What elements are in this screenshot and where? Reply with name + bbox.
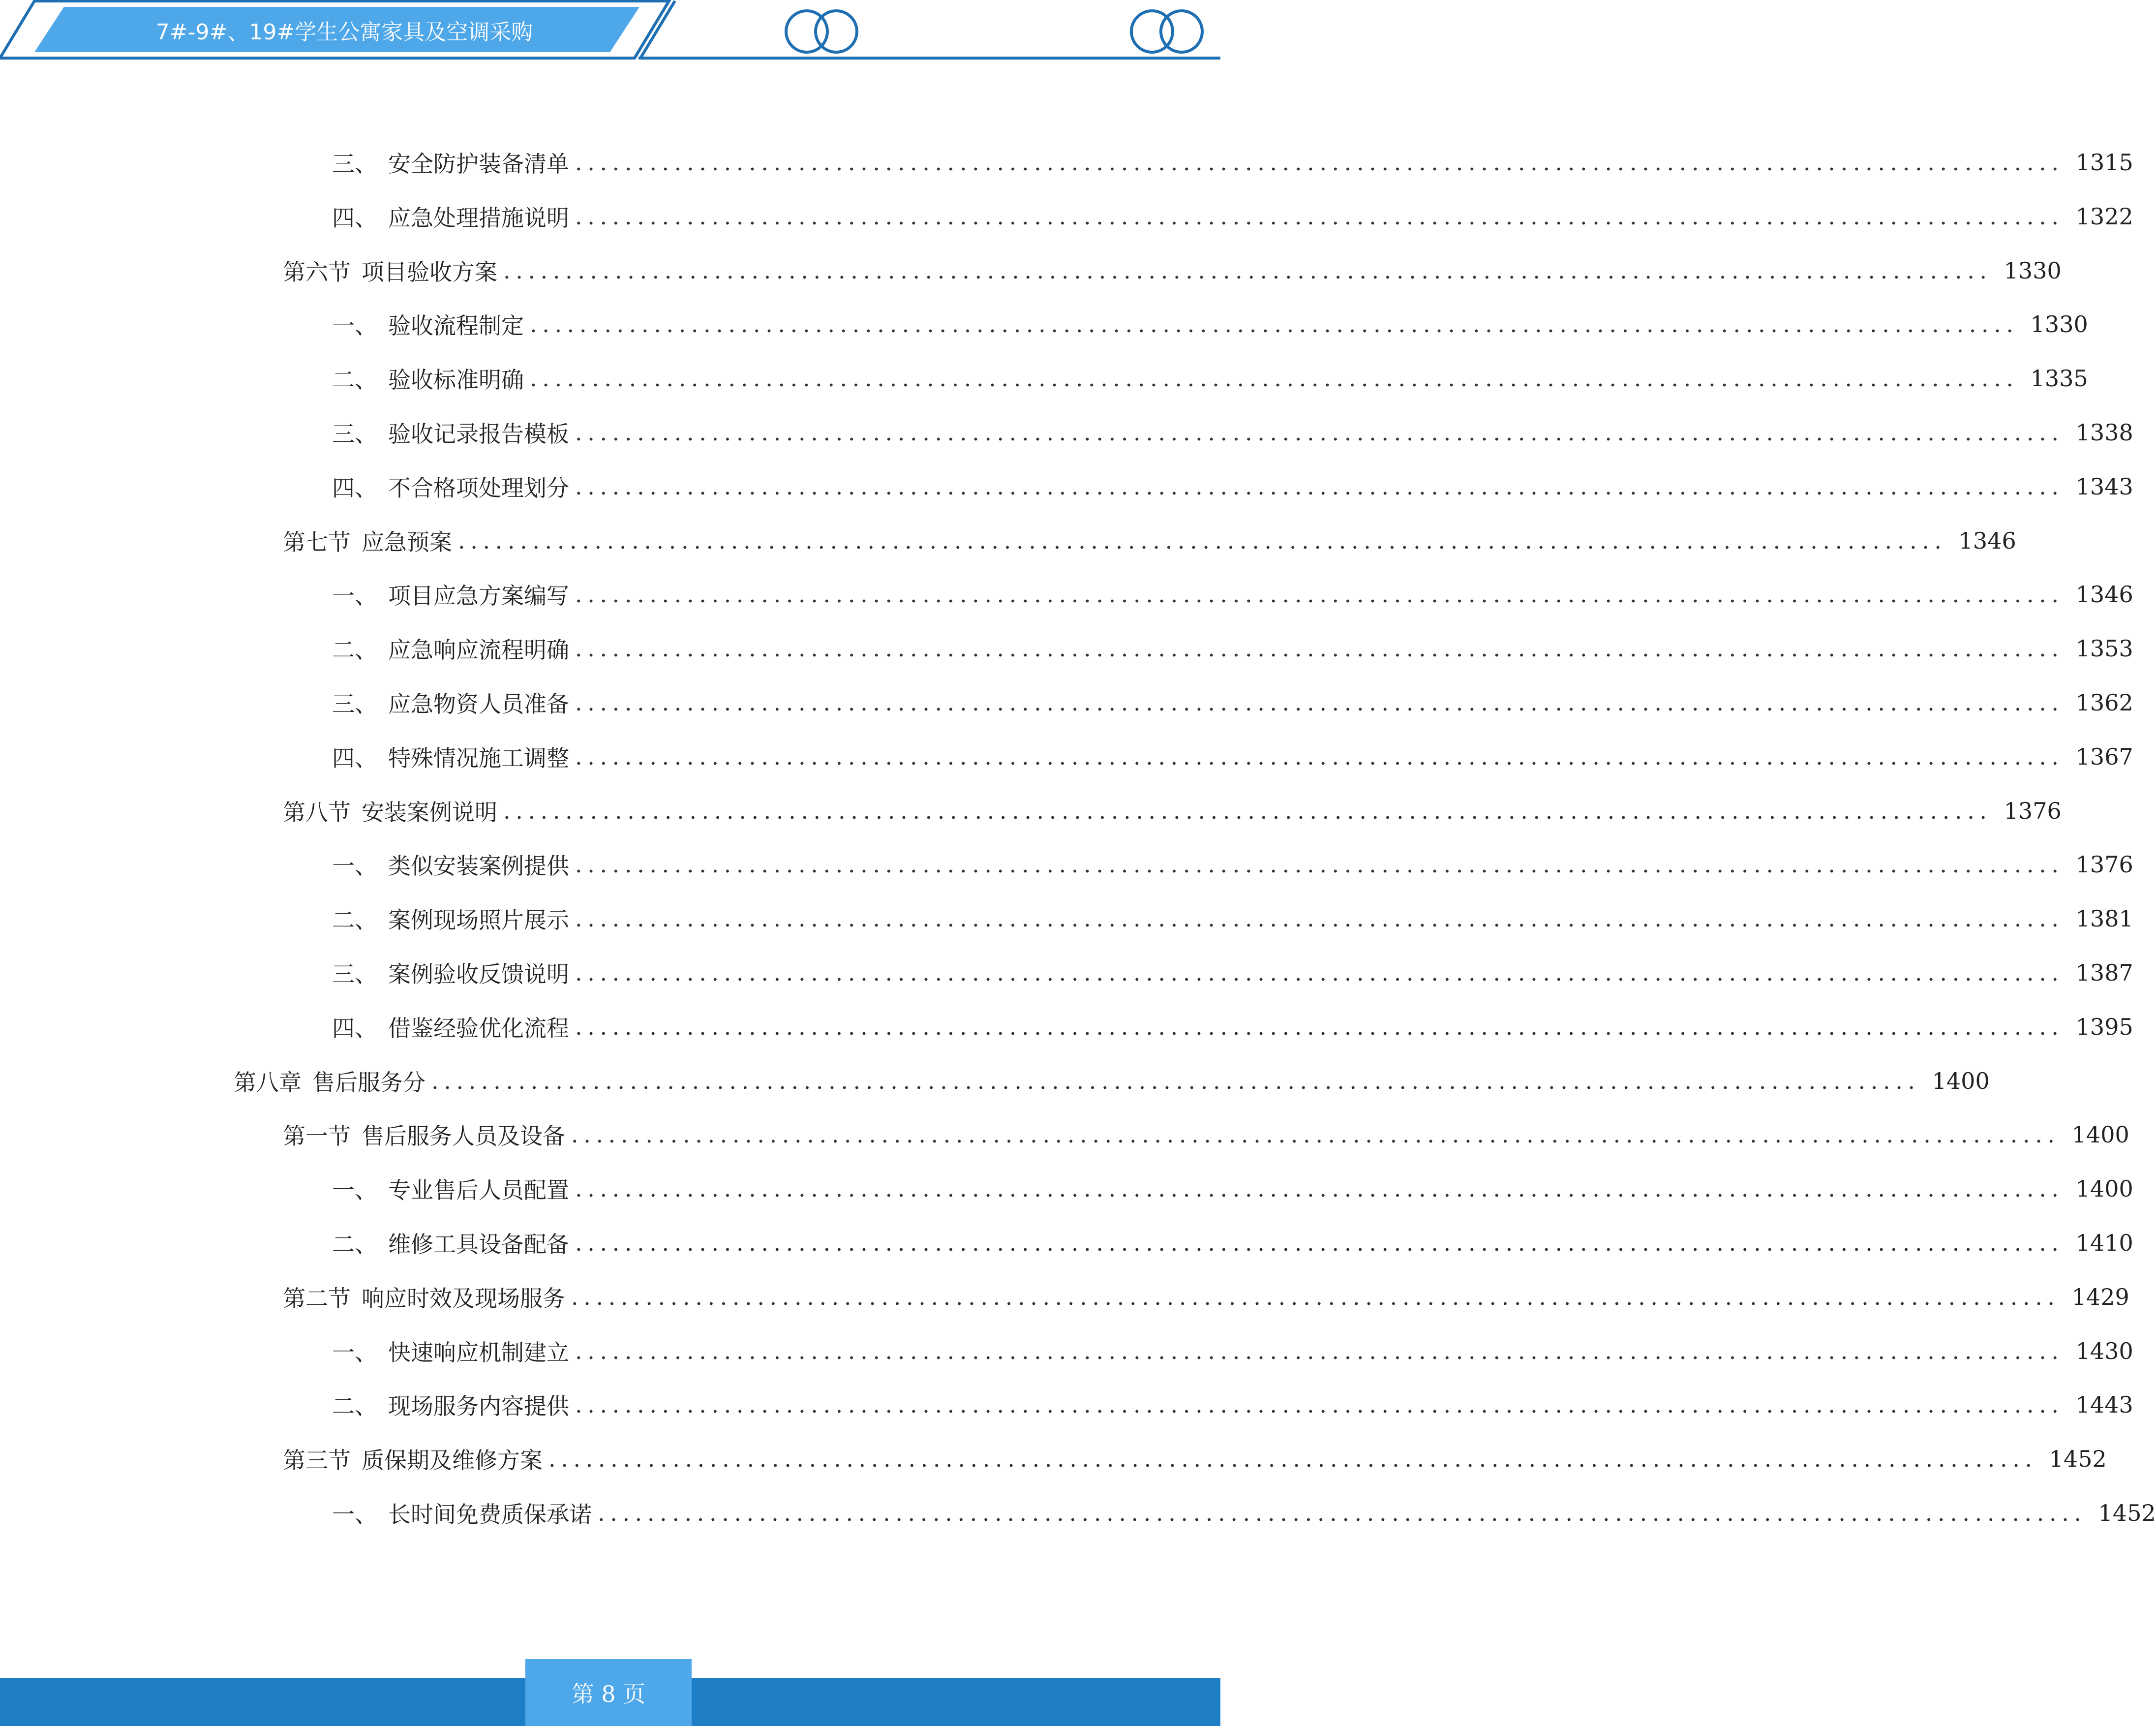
toc-entry[interactable]: [332, 1385, 2133, 1424]
toc-entry-title: 现场服务内容提供: [388, 1393, 569, 1420]
toc-dot-leader: ........................................................................................................................: [575, 473, 2064, 500]
toc-entry-page: 1362: [2075, 689, 2133, 716]
toc-entry[interactable]: [332, 683, 2133, 722]
toc-entry-title: 验收流程制定: [388, 312, 524, 339]
toc-entry-title: 质保期及维修方案: [362, 1447, 543, 1474]
toc-entry-page: 1315: [2075, 149, 2133, 176]
toc-entry-number: 第七节: [283, 528, 351, 555]
toc-entry-number: 一、: [332, 1501, 377, 1528]
double-ring-icon: [1131, 11, 1202, 52]
toc-entry-page: 1353: [2075, 635, 2133, 662]
toc-entry-title: 专业售后人员配置: [388, 1177, 569, 1204]
toc-entry-number: 第三节: [283, 1447, 351, 1474]
toc-entry-number: 三、: [332, 961, 377, 987]
toc-entry-title: 应急处理措施说明: [388, 204, 569, 231]
toc-entry-page: 1346: [2075, 581, 2133, 608]
toc-entry[interactable]: [283, 791, 2062, 831]
toc-dot-leader: ........................................................................................................................: [503, 797, 1992, 824]
toc-entry-number: 二、: [332, 367, 377, 394]
toc-entry-page: 1367: [2075, 743, 2133, 770]
toc-entry[interactable]: [332, 575, 2133, 614]
toc-dot-leader: ........................................................................................................................: [548, 1446, 2037, 1473]
page-number: 第 8 页: [525, 1659, 692, 1726]
toc-dot-leader: ........................................................................................................................: [575, 743, 2064, 770]
toc-entry-number: 四、: [332, 1015, 377, 1042]
toc-entry-title: 应急物资人员准备: [388, 691, 569, 717]
toc-entry-title: 安全防护装备清单: [388, 151, 569, 177]
toc-entry[interactable]: [332, 899, 2133, 938]
toc-dot-leader: ........................................................................................................................: [575, 1175, 2064, 1202]
toc-entry-title: 项目验收方案: [362, 258, 497, 285]
toc-entry-page: 1338: [2075, 419, 2133, 446]
toc-entry-page: 1335: [2030, 365, 2088, 392]
toc-entry-number: 四、: [332, 474, 377, 501]
toc-entry-title: 应急预案: [362, 528, 452, 555]
toc-entry-number: 三、: [332, 151, 377, 177]
toc-entry-page: 1387: [2075, 959, 2133, 986]
toc-entry[interactable]: [332, 467, 2133, 506]
toc-entry-number: 一、: [332, 312, 377, 339]
toc-dot-leader: ........................................................................................................................: [530, 365, 2019, 392]
toc-dot-leader: ........................................................................................................................: [575, 149, 2064, 176]
toc-entry-page: 1443: [2075, 1391, 2133, 1418]
toc-entry[interactable]: [332, 413, 2133, 452]
toc-entry-title: 特殊情况施工调整: [388, 744, 569, 771]
toc-entry-number: 第八章: [234, 1069, 302, 1096]
toc-entry-page: 1346: [1958, 527, 2016, 554]
toc-entry[interactable]: [283, 521, 2016, 560]
toc-entry-page: 1400: [2071, 1121, 2129, 1148]
toc-dot-leader: ........................................................................................................................: [575, 851, 2064, 878]
toc-entry-title: 快速响应机制建立: [388, 1339, 569, 1366]
toc-entry[interactable]: [234, 1061, 1990, 1101]
toc-entry-number: 一、: [332, 1177, 377, 1204]
toc-entry-number: 三、: [332, 421, 377, 447]
toc-entry-number: 一、: [332, 583, 377, 610]
toc-entry-page: 1400: [1932, 1067, 1990, 1094]
toc-entry-page: 1322: [2075, 203, 2133, 230]
toc-entry-number: 二、: [332, 1393, 377, 1420]
toc-dot-leader: ........................................................................................................................: [575, 635, 2064, 662]
toc-entry-title: 响应时效及现场服务: [362, 1285, 565, 1312]
toc-entry-title: 维修工具设备配备: [388, 1231, 569, 1258]
toc-entry-page: 1376: [2075, 851, 2133, 878]
toc-entry-page: 1452: [2098, 1500, 2156, 1526]
toc-entry-number: 四、: [332, 204, 377, 231]
toc-dot-leader: ........................................................................................................................: [575, 581, 2064, 608]
toc-dot-leader: ........................................................................................................................: [575, 1013, 2064, 1040]
toc-entry[interactable]: [283, 1277, 2129, 1317]
toc-entry[interactable]: [332, 737, 2133, 776]
toc-entry[interactable]: [332, 143, 2133, 182]
toc-entry-title: 类似安装案例提供: [388, 853, 569, 880]
toc-entry[interactable]: [332, 359, 2088, 398]
toc-entry-page: 1400: [2075, 1175, 2133, 1202]
toc-dot-leader: ........................................................................................................................: [458, 527, 1947, 554]
toc-entry-page: 1410: [2075, 1230, 2133, 1256]
toc-dot-leader: ........................................................................................................................: [571, 1283, 2060, 1310]
toc-entry[interactable]: [332, 845, 2133, 884]
toc-dot-leader: ........................................................................................................................: [530, 311, 2019, 338]
toc-entry-title: 售后服务人员及设备: [362, 1123, 565, 1150]
toc-dot-leader: ........................................................................................................................: [575, 419, 2064, 446]
toc-entry-title: 案例验收反馈说明: [388, 961, 569, 987]
toc-entry-page: 1376: [2004, 797, 2062, 824]
toc-entry-number: 二、: [332, 637, 377, 664]
toc-entry-page: 1330: [2004, 257, 2062, 284]
toc-entry-number: 一、: [332, 1339, 377, 1366]
toc-dot-leader: ........................................................................................................................: [575, 959, 2064, 986]
toc-entry-page: 1429: [2071, 1283, 2129, 1310]
toc-entry-page: 1343: [2075, 473, 2133, 500]
toc-entry-page: 1330: [2030, 311, 2088, 338]
toc-entry-title: 借鉴经验优化流程: [388, 1015, 569, 1042]
toc-entry-number: 第八节: [283, 799, 351, 826]
toc-entry-title: 安装案例说明: [362, 799, 497, 826]
toc-entry[interactable]: [283, 251, 2062, 290]
toc-entry[interactable]: [332, 1493, 2156, 1533]
toc-entry-page: 1395: [2075, 1013, 2133, 1040]
toc-dot-leader: ........................................................................................................................: [503, 257, 1992, 284]
toc-entry[interactable]: [283, 1439, 2107, 1479]
toc-entry-title: 应急响应流程明确: [388, 637, 569, 664]
toc-entry[interactable]: [332, 1169, 2133, 1208]
toc-entry-number: 二、: [332, 907, 377, 934]
toc-entry-title: 售后服务分: [312, 1069, 425, 1096]
toc-entry-title: 长时间免费质保承诺: [388, 1501, 592, 1528]
toc-entry-number: 二、: [332, 1231, 377, 1258]
toc-entry[interactable]: [332, 953, 2133, 992]
toc-entry-page: 1452: [2049, 1446, 2107, 1473]
toc-entry-title: 项目应急方案编写: [388, 583, 569, 610]
toc-dot-leader: ........................................................................................................................: [571, 1121, 2060, 1148]
toc-entry-page: 1381: [2075, 905, 2133, 932]
toc-entry-number: 第一节: [283, 1123, 351, 1150]
toc-entry[interactable]: [332, 1223, 2133, 1263]
toc-entry[interactable]: [332, 305, 2088, 344]
toc-entry-title: 案例现场照片展示: [388, 907, 569, 934]
toc-entry-number: 第六节: [283, 258, 351, 285]
toc-entry-number: 第二节: [283, 1285, 351, 1312]
toc-entry[interactable]: [332, 1007, 2133, 1047]
page-header: [0, 0, 1220, 64]
toc-entry-number: 四、: [332, 744, 377, 771]
toc-entry[interactable]: [332, 1331, 2133, 1371]
toc-dot-leader: ........................................................................................................................: [575, 689, 2064, 716]
toc-dot-leader: ........................................................................................................................: [575, 1337, 2064, 1364]
toc-entry-title: 不合格项处理划分: [388, 474, 569, 501]
toc-entry[interactable]: [332, 629, 2133, 668]
toc-entry[interactable]: [332, 197, 2133, 236]
toc-dot-leader: ........................................................................................................................: [598, 1500, 2087, 1526]
document-title: 7#-9#、19#学生公寓家具及空调采购: [155, 20, 533, 45]
toc-dot-leader: ........................................................................................................................: [575, 1230, 2064, 1256]
toc-dot-leader: ........................................................................................................................: [431, 1067, 1920, 1094]
toc-dot-leader: ........................................................................................................................: [575, 1391, 2064, 1418]
double-ring-icon: [786, 11, 857, 52]
toc-dot-leader: ........................................................................................................................: [575, 905, 2064, 932]
toc-dot-leader: ........................................................................................................................: [575, 203, 2064, 230]
toc-entry-title: 验收标准明确: [388, 367, 524, 394]
toc-entry-number: 三、: [332, 691, 377, 717]
toc-entry-title: 验收记录报告模板: [388, 421, 569, 447]
toc-entry-number: 一、: [332, 853, 377, 880]
toc-entry[interactable]: [283, 1115, 2129, 1154]
toc-entry-page: 1430: [2075, 1337, 2133, 1364]
